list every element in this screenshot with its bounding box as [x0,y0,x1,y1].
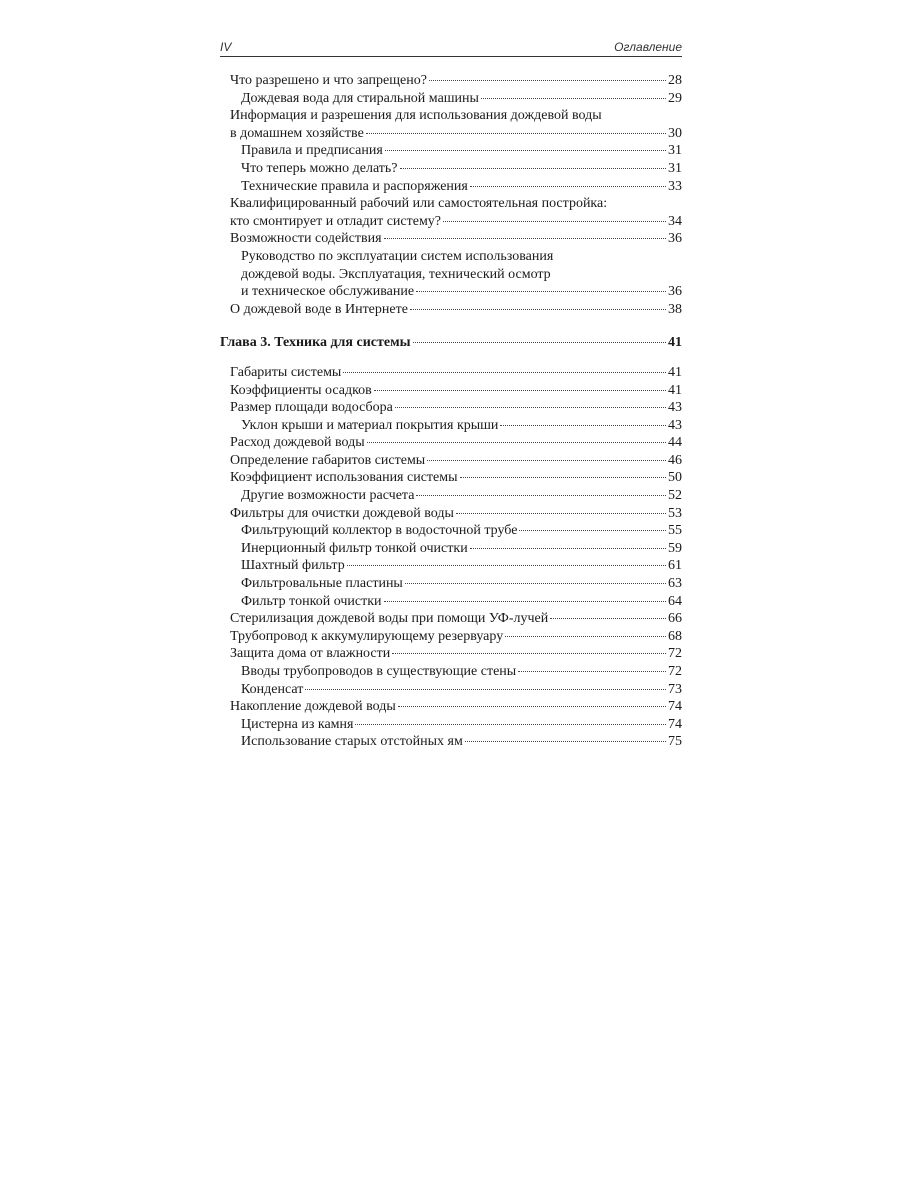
leader-dots [465,741,666,742]
toc-entry-page: 53 [668,505,682,521]
toc-entry-page: 66 [668,611,682,627]
toc-entry [230,469,682,487]
leader-dots [427,460,666,461]
toc-entry-page: 46 [668,452,682,468]
toc-entry-text: Фильтрующий коллектор в водосточной трубе [241,523,518,539]
toc-entry-text: Технические правила и распоряжения [241,178,468,194]
toc-entry [230,505,682,523]
toc-entry-text: Защита дома от влажности [230,646,391,662]
toc-entry-page: 29 [668,90,682,106]
leader-dots [410,309,666,310]
toc-entry-page: 72 [668,646,682,662]
leader-dots [505,636,666,637]
toc-entry-page: 61 [668,558,682,574]
leader-dots [398,706,666,707]
toc-entry-page: 44 [668,435,682,451]
leader-dots [416,495,666,496]
toc-entry [241,487,682,505]
toc-entry-text: Вводы трубопроводов в существующие стены [241,664,517,679]
toc-entry-text: Конденсат [241,681,304,697]
toc-entry-page: 36 [668,284,682,300]
toc-entry-page: 31 [668,143,682,159]
leader-dots [384,238,666,239]
toc-entry [241,733,682,751]
toc-entry-page: 68 [668,628,682,644]
toc-section-before [230,72,682,318]
toc-entry [230,628,682,646]
toc-entry [241,663,682,681]
toc-entry [241,716,682,734]
leader-dots [343,372,666,373]
toc-entry-page: 31 [668,160,682,176]
toc-entry [230,698,682,716]
leader-dots [456,513,666,514]
toc-entry-page: 41 [668,364,682,380]
toc-entry-text: Стерилизация дождевой воды при помощи УФ-лучей [230,611,549,627]
leader-dots [374,390,666,391]
toc-entry-page: 38 [668,301,682,317]
toc-entry [230,72,682,90]
toc-entry-text: Расход дождевой воды [230,435,365,451]
toc-entry-page: 52 [668,488,682,504]
toc-entry-text: Правила и предписания [241,143,383,159]
leader-dots [500,425,666,426]
toc-entry [241,248,682,301]
leader-dots [355,724,666,725]
toc-entry-text: Возможности содействия [230,231,382,247]
toc-entry-text: Габариты системы [230,364,342,380]
toc-entry [230,452,682,470]
section-title: Оглавление [614,40,682,54]
toc-entry-text: Накопление дождевой воды [230,699,396,715]
toc-entry-text: Определение габаритов системы [230,452,426,468]
toc-entry-text: Информация и разрешения для использования дождевой воды [230,108,602,124]
table-of-contents [220,72,682,751]
toc-entry-page: 36 [668,231,682,247]
page-number: IV [220,40,232,54]
toc-entry-text: и техническое обслуживание [241,284,415,300]
chapter-heading [220,334,682,352]
running-header [220,38,682,57]
toc-entry-text: Уклон крыши и материал покрытия крыши [241,417,499,433]
toc-entry-text: Дождевая вода для стиральной машины [241,90,479,106]
toc-entry-page: 63 [668,576,682,592]
toc-entry-text: Коэффициент использования системы [230,470,458,486]
toc-entry-page: 28 [668,73,682,88]
toc-entry [241,178,682,196]
toc-entry-text: О дождевой воде в Интернете [230,301,408,317]
toc-entry-page: 43 [668,400,682,416]
toc-entry-text: Что разрешено и что запрещено? [230,73,427,88]
toc-entry-page: 55 [668,523,682,539]
toc-entry-text: Фильтровальные пластины [241,576,403,592]
leader-dots [400,168,666,169]
leader-dots [550,618,666,619]
toc-entry [230,195,682,230]
toc-entry-page: 33 [668,178,682,194]
chapter-title: Глава 3. Техника для системы [220,335,411,351]
toc-entry-text: Инерционный фильтр тонкой очистки [241,540,468,556]
toc-entry-text: Квалифицированный рабочий или самостоятельная постройка: [230,196,608,212]
leader-dots [443,221,666,222]
toc-entry-page: 34 [668,213,682,229]
leader-dots [385,150,666,151]
toc-entry-text: Трубопровод к аккумулирующему резервуару [230,628,504,644]
toc-entry [241,540,682,558]
toc-entry-page: 59 [668,540,682,556]
toc-entry [241,593,682,611]
toc-entry [230,434,682,452]
toc-entry-page: 73 [668,681,682,697]
leader-dots [519,530,666,531]
toc-entry-page: 74 [668,699,682,715]
toc-entry [241,417,682,435]
chapter-page: 41 [668,335,682,351]
toc-entry [230,364,682,382]
leader-dots [305,689,666,690]
leader-dots [470,186,666,187]
leader-dots [429,80,666,81]
toc-entry-text: Что теперь можно делать? [241,160,398,176]
leader-dots [367,442,666,443]
leader-dots [366,133,666,134]
leader-dots [481,98,666,99]
toc-entry [241,90,682,108]
toc-entry [241,522,682,540]
toc-entry-text: дождевой воды. Эксплуатация, технический осмотр [241,266,551,282]
toc-entry [241,160,682,178]
toc-entry-page: 75 [668,734,682,750]
toc-entry [230,610,682,628]
toc-entry-text: в домашнем хозяйстве [230,125,364,141]
toc-entry [230,107,682,142]
toc-entry-page: 41 [668,382,682,398]
toc-entry [241,142,682,160]
toc-entry-text: Шахтный фильтр [241,558,345,574]
toc-section-after [230,364,682,751]
toc-entry-text: Цистерна из камня [241,716,354,732]
toc-entry [230,399,682,417]
toc-entry-page: 43 [668,417,682,433]
toc-entry [241,681,682,699]
leader-dots [413,342,666,343]
leader-dots [347,565,666,566]
toc-entry-page: 30 [668,125,682,141]
toc-entry-text: Фильтры для очистки дождевой воды [230,505,454,521]
leader-dots [470,548,666,549]
toc-entry-text: Коэффициенты осадков [230,382,372,398]
toc-entry [230,382,682,400]
leader-dots [395,407,666,408]
toc-entry-text: Размер площади водосбора [230,400,393,416]
toc-entry-text: Другие возможности расчета [241,488,415,504]
toc-entry [241,557,682,575]
toc-entry-text: кто смонтирует и отладит систему? [230,213,442,229]
toc-entry [230,230,682,248]
leader-dots [384,601,667,602]
leader-dots [416,291,666,292]
leader-dots [518,671,666,672]
toc-entry-page: 50 [668,470,682,486]
toc-entry-page: 72 [668,664,682,679]
leader-dots [460,477,666,478]
toc-entry-page: 74 [668,716,682,732]
toc-entry-text: Использование старых отстойных ям [241,734,463,750]
toc-entry [241,575,682,593]
toc-entry-text: Фильтр тонкой очистки [241,593,382,609]
leader-dots [405,583,666,584]
toc-entry [230,301,682,319]
toc-entry-text: Руководство по эксплуатации систем использования [241,248,554,264]
toc-entry-page: 64 [668,593,682,609]
toc-entry [230,645,682,663]
leader-dots [392,653,666,654]
